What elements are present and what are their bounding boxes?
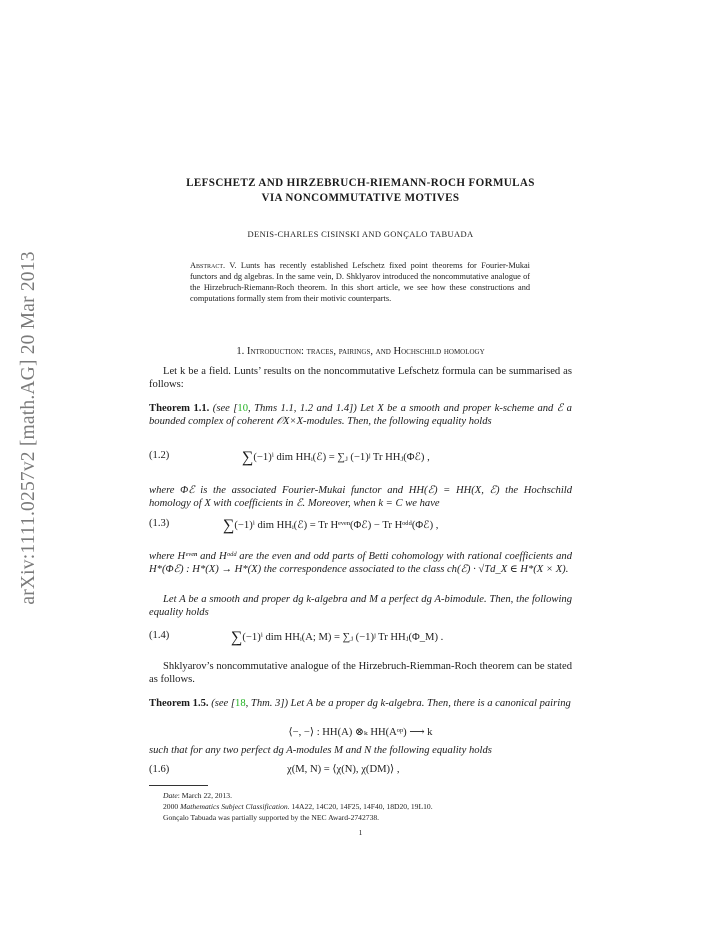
paragraph-after-1-3: where Hᵉᵛᵉⁿ and Hᵒᵈᵈ are the even and odd parts of Betti cohomology with rational coefficients and H*(Φℰ) : H*(X) → H*(X) the correspondence associated to the class ch(ℰ) · √Td_X ∈ H*(X × X). [149,551,572,576]
equation-number: (1.2) [149,450,170,461]
theorem-text: Let A be a proper dg k-algebra. Then, there is a canonical pairing [290,698,571,709]
equation-number: (1.6) [149,764,170,775]
title-line-1: LEFSCHETZ AND HIRZEBRUCH-RIEMANN-ROCH FORMULAS [186,177,535,189]
title-line-2: VIA NONCOMMUTATIVE MOTIVES [261,192,460,205]
equation-1-3 [149,512,572,538]
msc-value: 14A22, 14C20, 14F25, 14F40, 18D20, 19L10. [289,802,433,811]
sum-symbol: ∑ [223,517,235,534]
equation-formula: (−1)ⁱ dim HHᵢ(ℰ) = Tr Hᵉᵛᵉⁿ(Φℰ) − Tr Hᵒᵈᵈ(Φℰ) , [234,520,439,531]
equation-1-6 [149,758,572,784]
msc-prefix: 2000 [163,802,181,811]
equation-body [242,449,430,464]
paragraph-dg-algebra: Let A be a smooth and proper dg k-algebra and M a perfect dg A-bimodule. Then, the following equality holds [149,594,572,619]
equation-formula: (−1)ⁱ dim HHᵢ(ℰ) = ∑ⱼ (−1)ʲ Tr HHⱼ(Φℰ) , [253,452,430,463]
abstract [190,261,530,305]
equation-formula: χ(M, N) = ⟨χ(N), χ(DM)⟩ , [287,764,400,775]
section-heading: 1. Introduction: traces, pairings, and Hochschild homology [236,346,485,357]
equation-1-2 [149,444,572,470]
theorem-citation [213,403,357,414]
equation-number: (1.4) [149,630,170,641]
equation-1-4 [149,624,572,650]
theorem-1-1 [149,402,572,429]
canonical-pairing: ⟨−, −⟩ : HH(A) ⊗ₖ HH(Aᵒᵖ) ⟶ k [288,727,433,738]
author-list: DENIS-CHARLES CISINSKI AND GONÇALO TABUADA [247,229,474,239]
theorem-label: Theorem 1.5. [149,698,209,709]
paragraph-pairing: such that for any two perfect dg A-modules M and N the following equality holds [149,745,492,756]
theorem-1-5 [149,697,572,710]
footnote-date [163,791,572,802]
abstract-text: V. Lunts has recently established Lefschetz fixed point theorems for Fourier-Mukai functors and dg algebras. In the same vein, D. Shklyarov introduced the noncommutative analogue of the Hirzebruch-Riemann-Roch theorem. In this short article, we see how these constructions and computations formally stem from their motivic counterparts. [190,261,530,303]
arxiv-identifier: arXiv:1111.0257v2 [math.AG] 20 Mar 2013 [18,251,39,605]
footnote-support: Gonçalo Tabuada was partially supported by the NEC Award-2742738. [163,813,380,822]
equation-number: (1.3) [149,518,170,529]
cite-open: (see [ [211,698,236,709]
cite-open: (see [ [212,403,238,414]
theorem-label: Theorem 1.1. [149,403,210,414]
sum-symbol: ∑ [231,629,243,646]
footnote-rule [149,785,208,786]
date-value: : March 22, 2013. [177,791,232,800]
cite-close: , Thm. 3]) [245,698,289,709]
theorem-text: Let X be a smooth and proper k-scheme and ℰ a bounded complex of coherent 𝒪X×X-modules. Then, the following equality holds [149,403,572,428]
msc-label: Mathematics Subject Classification. [180,802,290,811]
equation-body [223,517,438,532]
arxiv-sidebar [14,212,44,644]
cite-close: , Thms 1.1, 1.2 and 1.4]) [248,403,357,414]
paragraph-after-1-2: where Φℰ is the associated Fourier-Mukai functor and HH(ℰ) = HH(X, ℰ) the Hochschild homology of X with coefficients in ℰ. Moreover, when k = C we have [149,485,572,510]
sum-symbol: ∑ [242,449,254,466]
equation-body [231,629,443,644]
theorem-citation [211,698,288,709]
paper-title [149,176,572,207]
intro-paragraph: Let k be a field. Lunts’ results on the noncommutative Lefschetz formula can be summarised as follows: [149,366,572,391]
date-label: Date [163,791,178,800]
citation-link[interactable]: 18 [235,698,246,709]
page-number: 1 [358,828,363,837]
paragraph-shklyarov: Shklyarov’s noncommutative analogue of the Hirzebruch-Riemman-Roch theorem can be stated as follows. [149,661,572,686]
equation-formula: (−1)ⁱ dim HHᵢ(A; M) = ∑ⱼ (−1)ʲ Tr HHⱼ(Φ_M) . [242,632,444,643]
abstract-label: Abstract. [190,261,226,270]
citation-link[interactable]: 10 [237,403,249,414]
footnote-msc [163,802,572,813]
